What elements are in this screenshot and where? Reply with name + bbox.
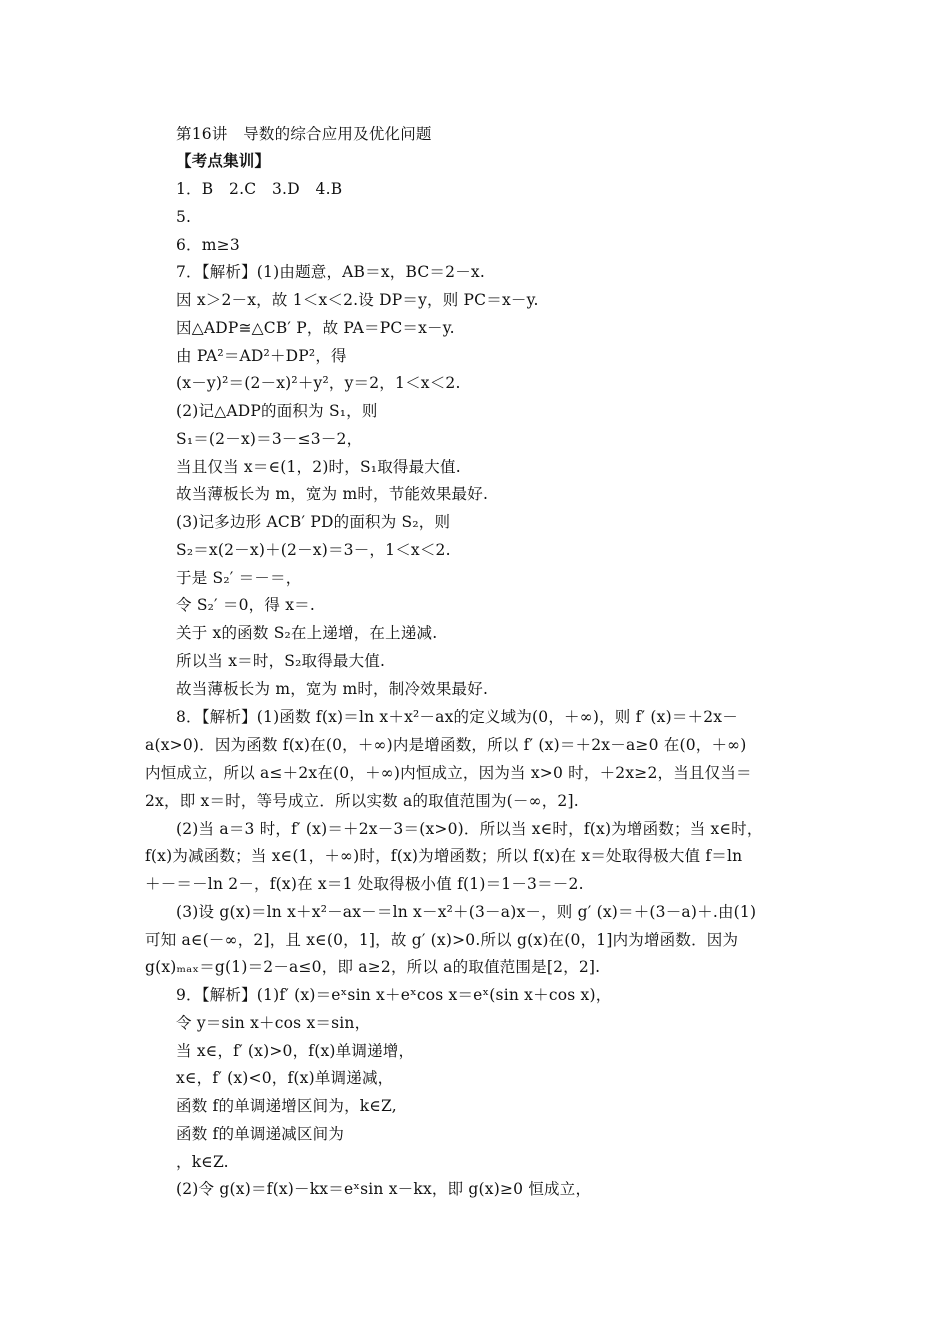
text-line: 故当薄板长为 m，宽为 m时，制冷效果最好. bbox=[176, 680, 489, 698]
text-line: 由 PA²＝AD²＋DP²，得 bbox=[176, 347, 347, 365]
text-line: f(x)为减函数；当 x∈(1，＋∞)时，f(x)为增函数；所以 f(x)在 x＝处取得极大值 f＝ln bbox=[145, 847, 743, 865]
text-line: 函数 f的单调递增区间为，k∈Z, bbox=[176, 1097, 397, 1115]
text-line: 令 y＝sin x＋cos x＝sin， bbox=[176, 1014, 371, 1032]
text-line: 当且仅当 x＝∈(1，2)时，S₁取得最大值. bbox=[176, 458, 461, 476]
text-line: S₁＝(2－x)＝3－≤3－2， bbox=[176, 430, 363, 448]
text-line: S₂＝x(2－x)＋(2－x)＝3－，1＜x＜2. bbox=[176, 541, 451, 559]
text-line: 因 x＞2－x，故 1＜x＜2.设 DP＝y，则 PC＝x－y. bbox=[176, 291, 539, 309]
text-line: 关于 x的函数 S₂在上递增，在上递减. bbox=[176, 624, 438, 642]
text-line: 令 S₂′ ＝0，得 x＝. bbox=[176, 596, 315, 614]
lecture-title: 第16讲 导数的综合应用及优化问题 bbox=[176, 125, 432, 143]
text-line: (3)记多边形 ACB′ PD的面积为 S₂，则 bbox=[176, 513, 451, 531]
text-line: 可知 a∈(－∞，2]，且 x∈(0，1]，故 g′ (x)>0.所以 g(x)在(0，1]内为增函数．因为 bbox=[145, 931, 739, 949]
text-line: (2)记△ADP的面积为 S₁，则 bbox=[176, 402, 378, 420]
text-line: (2)当 a＝3 时，f′ (x)＝＋2x－3＝(x>0)．所以当 x∈时，f(x)为增函数；当 x∈时， bbox=[176, 820, 763, 838]
text-line: 所以当 x＝时，S₂取得最大值. bbox=[176, 652, 386, 670]
text-line: (3)设 g(x)＝ln x＋x²－ax－＝ln x－x²＋(3－a)x－，则 g′ (x)＝＋(3－a)＋.由(1) bbox=[176, 903, 757, 921]
text-line: (x－y)²＝(2－x)²＋y²，y＝2，1＜x＜2. bbox=[176, 374, 461, 392]
text-line: 因△ADP≅△CB′ P，故 PA＝PC＝x－y. bbox=[176, 319, 455, 337]
text-line: 于是 S₂′ ＝－＝， bbox=[176, 569, 302, 587]
text-line: 8．【解析】(1)函数 f(x)＝ln x＋x²－ax的定义域为(0，＋∞)，则 f′ (x)＝＋2x－ bbox=[176, 708, 738, 726]
text-line: 5. bbox=[176, 208, 192, 226]
text-line: g(x)ₘₐₓ＝g(1)＝2－a≤0，即 a≥2，所以 a的取值范围是[2，2]. bbox=[145, 958, 601, 976]
text-line: 函数 f的单调递减区间为 bbox=[176, 1125, 345, 1143]
text-line: 内恒成立，所以 a≤＋2x在(0，＋∞)内恒成立，因为当 x>0 时，＋2x≥2，当且仅当＝ bbox=[145, 764, 752, 782]
text-line: ＋－＝－ln 2－，f(x)在 x＝1 处取得极小值 f(1)＝1－3＝－2. bbox=[145, 875, 584, 893]
text-line: 2x，即 x＝时，等号成立．所以实数 a的取值范围为(－∞，2]. bbox=[145, 792, 579, 810]
text-line: 9．【解析】(1)f′ (x)＝eˣsin x＋eˣcos x＝eˣ(sin x＋cos x)， bbox=[176, 986, 612, 1004]
text-line: (2)令 g(x)＝f(x)－kx＝eˣsin x－kx，即 g(x)≥0 恒成立， bbox=[176, 1180, 592, 1198]
text-line: 1．B 2.C 3.D 4.B bbox=[176, 180, 343, 198]
section-heading: 【考点集训】 bbox=[176, 151, 271, 170]
text-line: 6．m≥3 bbox=[176, 236, 240, 254]
text-line: 7．【解析】(1)由题意，AB＝x，BC＝2－x. bbox=[176, 263, 485, 281]
text-line: ，k∈Z. bbox=[176, 1153, 229, 1171]
text-line: 故当薄板长为 m，宽为 m时，节能效果最好. bbox=[176, 485, 489, 503]
text-line: x∈，f′ (x)<0，f(x)单调递减， bbox=[176, 1069, 394, 1087]
text-line: 当 x∈，f′ (x)>0，f(x)单调递增， bbox=[176, 1042, 415, 1060]
text-line: a(x>0)．因为函数 f(x)在(0，＋∞)内是增函数，所以 f′ (x)＝＋2x－a≥0 在(0，＋∞) bbox=[145, 736, 747, 754]
